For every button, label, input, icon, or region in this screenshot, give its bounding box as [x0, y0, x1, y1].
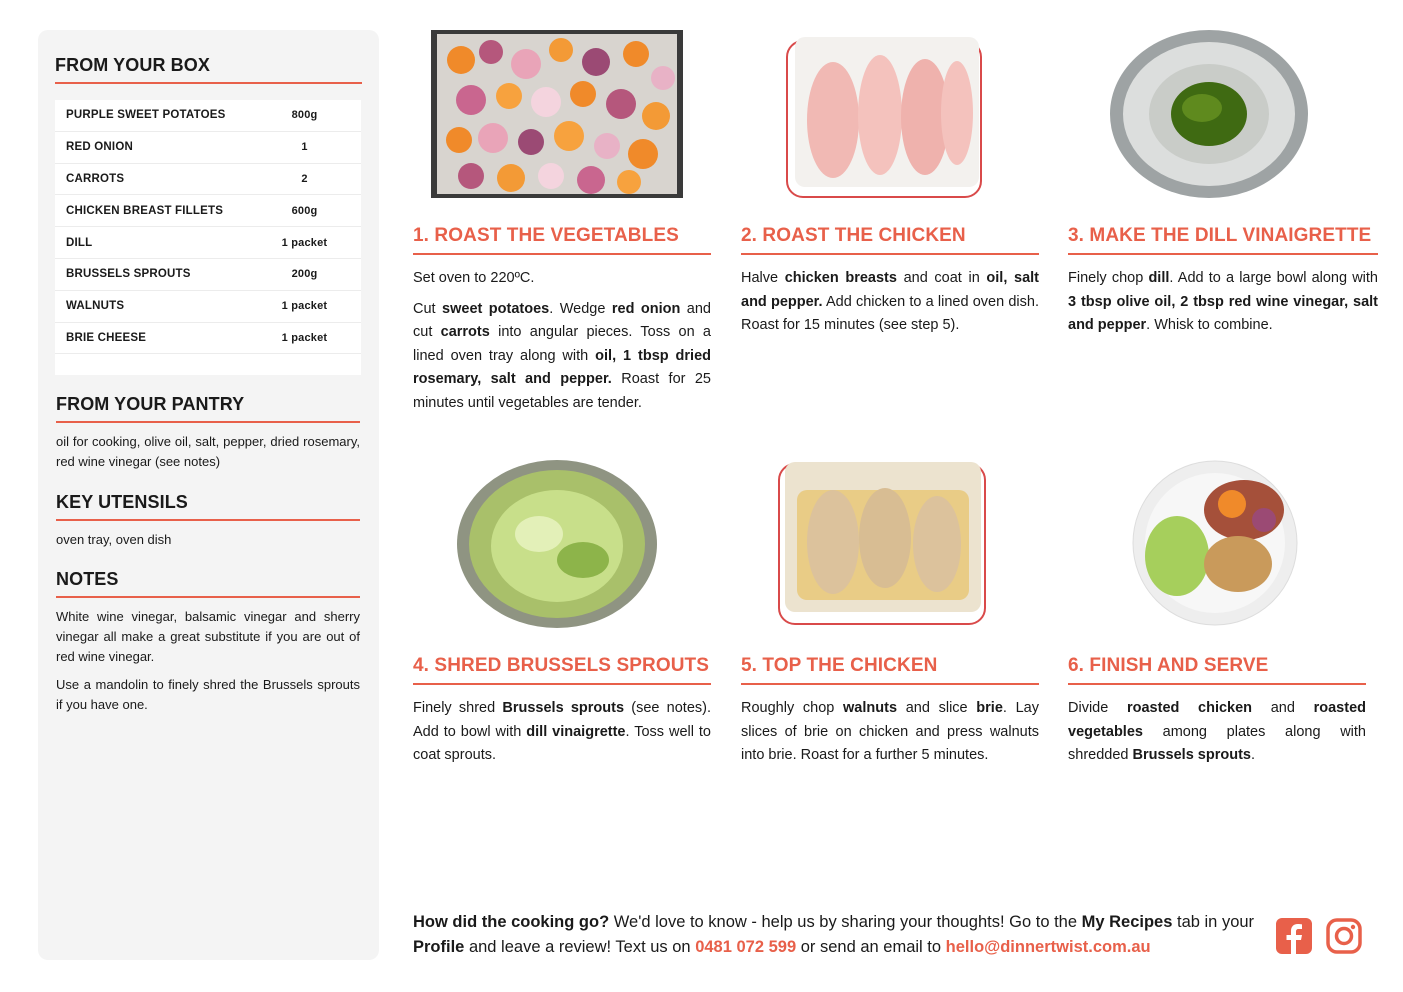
utensils-section: [56, 492, 360, 550]
step-title: 6. FINISH AND SERVE: [1068, 655, 1366, 685]
step-text: and cut: [413, 300, 711, 340]
step-text: Halve: [741, 270, 785, 286]
email-link[interactable]: hello@dinnertwist.com.au: [945, 938, 1151, 956]
phone-number[interactable]: 0481 072 599: [695, 938, 797, 956]
pantry-section: [56, 394, 360, 472]
step-text: . Whisk to combine.: [1146, 317, 1273, 333]
step-text: .: [1250, 747, 1255, 763]
ingredient-row: [55, 259, 361, 291]
note-text: Use a mandolin to finely shred the Brussels sprouts if you have one.: [56, 677, 360, 712]
ingredient-highlight: roasted chicken: [1126, 700, 1253, 716]
step-paragraph: [741, 697, 1039, 768]
ingredient-qty: 1 packet: [281, 331, 328, 344]
plated-dish-photo: [1132, 460, 1298, 626]
step-paragraph: [1068, 267, 1378, 338]
step-title: 2. ROAST THE CHICKEN: [741, 225, 1039, 255]
ingredient-row: [55, 195, 361, 227]
ingredient-name: RED ONION: [66, 141, 133, 154]
ingredient-name: BRIE CHEESE: [66, 331, 147, 344]
step-title: 1. ROAST THE VEGETABLES: [413, 225, 711, 255]
ingredient-qty: 1 packet: [281, 236, 328, 249]
step-text: and: [1252, 700, 1314, 716]
step-title: 4. SHRED BRUSSELS SPROUTS: [413, 655, 711, 685]
step-text: Divide: [1068, 700, 1127, 716]
step-paragraph: [741, 267, 1039, 338]
footer-text: tab in your: [1172, 913, 1255, 931]
notes-section: [56, 569, 360, 715]
facebook-icon[interactable]: [1276, 918, 1312, 954]
ingredient-name: CARROTS: [66, 172, 125, 185]
ingredient-name: WALNUTS: [66, 300, 125, 313]
roast-chicken-photo: [785, 35, 985, 200]
step-text: Roast for 25 minutes until vegetables are tender.: [413, 371, 711, 411]
step-text: Finely shred: [413, 700, 503, 716]
step-text: Finely chop: [1068, 270, 1149, 286]
step-paragraph: [413, 697, 711, 768]
step-title: 3. MAKE THE DILL VINAIGRETTE: [1068, 225, 1378, 255]
ingredient-qty: 800g: [291, 109, 318, 122]
ingredient-highlight: roasted vegetables: [1068, 700, 1366, 740]
step-body: [1068, 697, 1366, 775]
ingredient-row: [55, 291, 361, 323]
notes-title: NOTES: [56, 569, 360, 598]
ingredient-row: [55, 100, 361, 132]
step-text: into angular pieces. Toss on a lined oven tray along with: [413, 324, 712, 364]
ingredient-qty: 1: [301, 141, 308, 154]
ingredient-highlight: Brussels sprouts: [1132, 747, 1251, 763]
step-paragraph: [413, 267, 711, 291]
ingredient-highlight: dill vinaigrette: [526, 723, 626, 740]
footer-question: How did the cooking go?: [413, 913, 610, 931]
step-body: [741, 697, 1039, 775]
step-text: . Add to a large bowl along with: [1169, 270, 1378, 286]
footer-text: or send an email to: [796, 938, 946, 956]
ingredient-name: DILL: [66, 236, 93, 249]
ingredient-name: BRUSSELS SPROUTS: [66, 268, 191, 281]
ingredient-highlight: red onion: [611, 300, 681, 317]
box-ingredients-table: [55, 100, 361, 375]
step-text: Roughly chop: [741, 700, 844, 716]
pantry-text: oil for cooking, olive oil, salt, pepper, dried rosemary, red wine vinegar (see notes): [56, 434, 360, 469]
roast-vegetables-photo: [431, 30, 683, 198]
ingredients-sidebar: [38, 30, 379, 960]
ingredient-highlight: brie: [976, 700, 1003, 716]
ingredient-row: [55, 132, 361, 164]
note-text: White wine vinegar, balsamic vinegar and sherry vinegar all make a great substitute if you are out of red wine vinegar.: [56, 609, 360, 664]
ingredient-highlight: Brussels sprouts: [502, 700, 625, 716]
step-body: [1068, 267, 1378, 345]
footer-text: and leave a review! Text us on: [464, 938, 696, 956]
utensils-title: KEY UTENSILS: [56, 492, 360, 521]
step-body: [741, 267, 1039, 345]
ingredient-highlight: oil, salt and pepper.: [741, 270, 1039, 310]
pantry-title: FROM YOUR PANTRY: [56, 394, 360, 423]
ingredient-highlight: walnuts: [843, 700, 898, 716]
shredded-sprouts-photo: [457, 460, 657, 628]
ingredient-row: [55, 227, 361, 259]
step-text: Cut: [413, 300, 443, 317]
ingredient-qty: 600g: [291, 204, 318, 217]
ingredient-name: PURPLE SWEET POTATOES: [66, 109, 226, 122]
topped-chicken-photo: [777, 460, 989, 628]
ingredient-highlight: dill: [1148, 270, 1170, 286]
ingredient-highlight: 3 tbsp olive oil, 2 tbsp red wine vinegar, salt and pepper: [1068, 293, 1378, 333]
dill-vinaigrette-photo: [1110, 30, 1308, 198]
ingredient-qty: 1 packet: [281, 300, 328, 313]
step-body: [413, 267, 711, 422]
ingredient-row: [55, 323, 361, 355]
step-title: 5. TOP THE CHICKEN: [741, 655, 1039, 685]
profile-link[interactable]: Profile: [413, 938, 465, 956]
step-paragraph: [1068, 697, 1366, 768]
ingredient-highlight: oil, 1 tbsp dried rosemary, salt and pepper.: [413, 347, 712, 387]
ingredient-highlight: chicken breasts: [784, 270, 897, 286]
footer-text: We'd love to know - help us by sharing your thoughts! Go to the: [609, 913, 1082, 931]
step-text: among plates along with shredded: [1068, 723, 1366, 763]
step-text: Add chicken to a lined oven dish. Roast for 15 minutes (see step 5).: [741, 293, 1039, 333]
step-text: (see notes). Add to bowl with: [413, 700, 712, 740]
ingredient-qty: 200g: [291, 268, 318, 281]
step-text: and slice: [897, 700, 977, 716]
step-text: Set oven to 220ºC.: [413, 270, 535, 286]
ingredient-qty: 2: [301, 172, 308, 185]
step-body: [413, 697, 711, 775]
ingredient-highlight: carrots: [440, 324, 490, 340]
utensils-text: oven tray, oven dish: [56, 532, 172, 547]
feedback-footer: [413, 910, 1263, 960]
ingredient-highlight: sweet potatoes: [442, 300, 550, 317]
step-text: and coat in: [896, 270, 987, 286]
instagram-icon[interactable]: [1326, 918, 1362, 954]
ingredient-name: CHICKEN BREAST FILLETS: [66, 204, 224, 217]
step-text: . Lay slices of brie on chicken and press walnuts into brie. Roast for a further 5 minutes.: [741, 700, 1039, 763]
step-text: . Wedge: [549, 300, 612, 317]
from-your-box-title: FROM YOUR BOX: [55, 55, 362, 84]
my-recipes-link[interactable]: My Recipes: [1081, 913, 1173, 931]
ingredient-row: [55, 164, 361, 196]
step-text: . Toss well to coat sprouts.: [413, 723, 711, 763]
step-paragraph: [413, 298, 711, 416]
